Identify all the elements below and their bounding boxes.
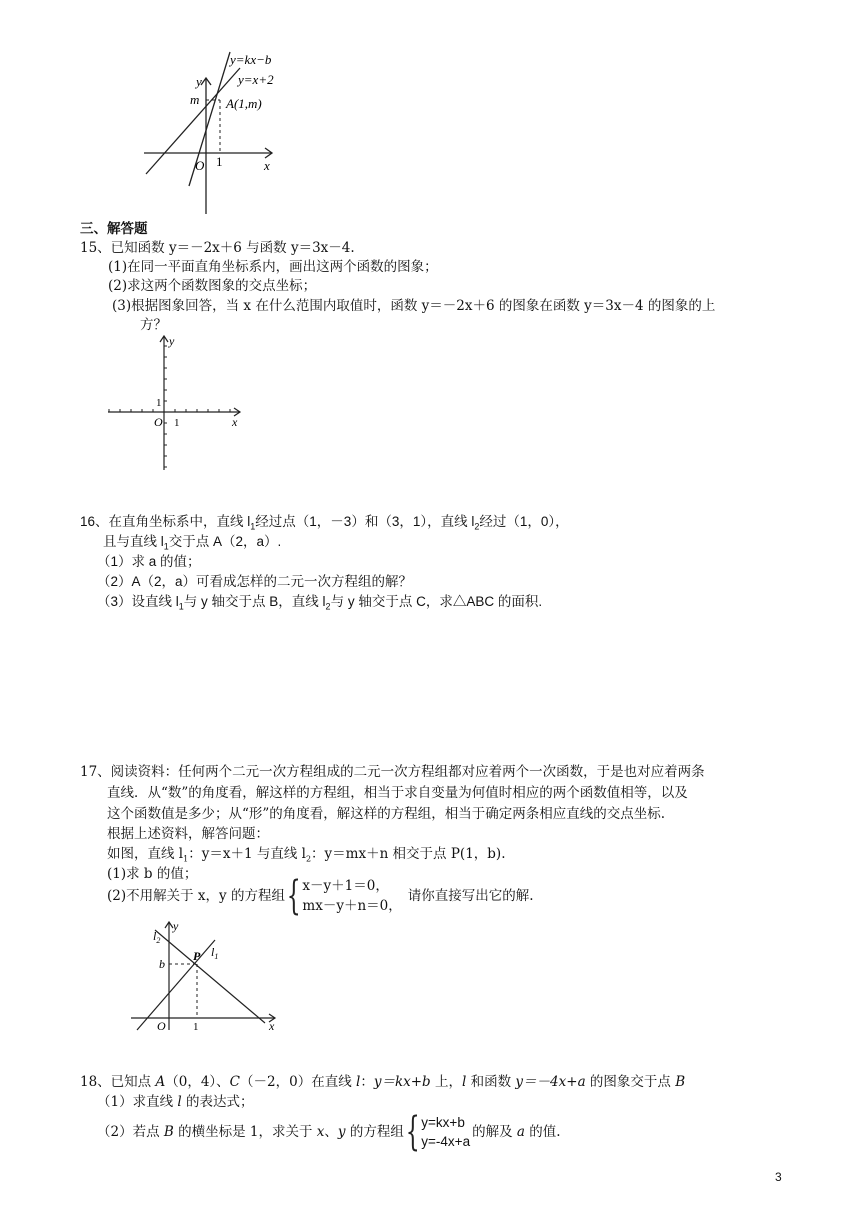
q18-part1: （1）求直线 l 的表达式；: [97, 1094, 254, 1110]
brace-icon: {: [405, 1109, 420, 1155]
q16-line2: 且与直线 $l_1$交于点 A（2，a）.: [103, 534, 282, 552]
q15-part3: (3)根据图象回答，当 x 在什么范围内取值时，函数 y＝－2x＋6 的图象在函数 y＝3x－4 的图象的上: [112, 298, 716, 314]
fig17-one: 1: [193, 1021, 199, 1033]
fig17-x: x: [269, 1019, 275, 1033]
brace-icon: {: [286, 873, 301, 919]
q16-line1: 16、在直角坐标系中，直线 $l_1$经过点（1，－3）和（3，1），直线 $l_2$经过（1，0），: [80, 514, 569, 532]
q17-eq1: x－y＋1＝0，: [302, 878, 389, 894]
q17-part1: (1)求 b 的值；: [107, 866, 198, 882]
q16-part3: （3）设直线 $l_1$与 y 轴交于点 B，直线 $l_2$与 y 轴交于点 C，求△ABC 的面积.: [97, 594, 543, 612]
label-A: A(1,m): [226, 96, 262, 111]
fig17-l1: $l_1$: [211, 945, 219, 961]
fig17-P: P: [193, 949, 201, 963]
fig17-y: y: [173, 919, 179, 933]
q18-part2: （2）若点 B 的横坐标是 1，求关于 x、y 的方程组 { y=kx+b y=-4x+a 的解及 a 的值.: [97, 1109, 561, 1155]
label-m: m: [190, 92, 200, 107]
label-1: 1: [216, 154, 223, 169]
q17-figure: [125, 918, 285, 1033]
q18-eq1: y=kx+b: [421, 1115, 465, 1130]
label-y: y: [196, 74, 202, 89]
q15-part1: (1)在同一平面直角坐标系内，画出这两个函数的图象；: [108, 259, 438, 275]
q15-y-label: y: [169, 334, 175, 348]
section-heading: 三、解答题: [80, 221, 148, 237]
label-x2: y=x+2: [238, 72, 274, 87]
q17-part2: (2)不用解关于 x，y 的方程组 { x－y＋1＝0， mx－y＋n＝0， 请你直接写出它的解.: [107, 873, 534, 919]
q15-stem: 15、已知函数 y＝－2x＋6 与函数 y＝3x－4.: [80, 240, 355, 256]
label-x: x: [264, 158, 270, 173]
q17-eq2: mx－y＋n＝0，: [302, 898, 402, 914]
q17-line4: 根据上述资料，解答问题：: [107, 826, 269, 842]
q17-line3: 这个函数值是多少；从“形”的角度看，解这样的方程组，相当于确定两条相应直线的交点坐标.: [107, 806, 666, 822]
label-kxb: y=kx−b: [230, 52, 272, 67]
q18-eq2: y=-4x+a: [421, 1134, 471, 1149]
fig17-b: b: [159, 957, 165, 971]
fig17-l2: $l_2$: [153, 929, 161, 945]
q15-part3-cont: 方？: [140, 317, 167, 333]
q15-axes: [100, 330, 250, 475]
q15-one-x: 1: [174, 417, 180, 429]
page-number: 3: [775, 1170, 782, 1184]
q16-part2: （2）A（2，a）可看成怎样的二元一次方程组的解？: [97, 574, 413, 589]
q14-figure: [138, 48, 288, 218]
q15-one-y: 1: [156, 397, 162, 409]
q18-line1: 18、已知点 A（0，4）、C（－2，0）在直线 l：y＝kx+b 上，l 和函数 y＝－4x+a 的图象交于点 B: [80, 1074, 686, 1090]
q17-line5: 如图，直线 $l_1$：y＝x＋1 与直线 $l_2$：y＝mx＋n 相交于点 P(1，b).: [107, 846, 506, 864]
q15-o: O: [154, 415, 163, 429]
q15-x-label: x: [232, 415, 238, 429]
fig17-O: O: [157, 1019, 166, 1033]
q16-part1: （1）求 a 的值；: [97, 554, 201, 569]
q17-line1: 17、阅读资料：任何两个二元一次方程组成的二元一次方程组都对应着两个一次函数，于是也对应着两条: [80, 764, 705, 780]
q15-part2: (2)求这两个函数图象的交点坐标；: [108, 278, 317, 294]
q17-line2: 直线．从“数”的角度看，解这样的方程组，相当于求自变量为何值时相应的两个函数值相等，以及: [107, 785, 688, 801]
label-O: O: [195, 158, 205, 173]
